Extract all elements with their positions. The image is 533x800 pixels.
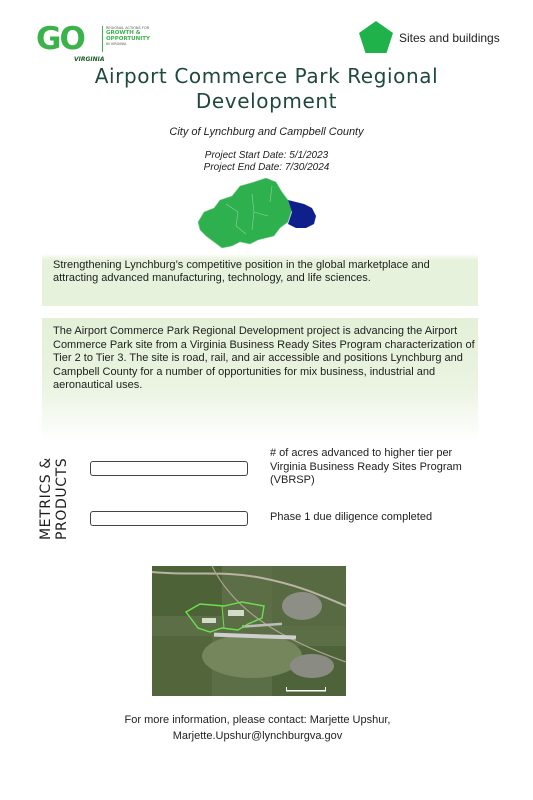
contact-email[interactable]: Marjette.Upshur@lynchburgva.gov — [172, 730, 343, 742]
contact-line: For more information, please contact: Marjette Upshur, — [124, 714, 391, 726]
project-subtitle: City of Lynchburg and Campbell County — [169, 126, 364, 138]
metric-value-box — [90, 511, 248, 526]
project-dates — [0, 150, 533, 174]
metrics-heading: METRICS & PRODUCTS — [38, 457, 70, 540]
metric-value-box — [90, 461, 248, 476]
project-description: The Airport Commerce Park Regional Development project is advancing the Airport Commerce Park site from a Virginia Business Ready Sites Program characterization of Tier 2 to Tier 3. The site is road, rail, and air accessible and positions Lynchburg and Campbell County for a number of opportunities for mix business, industrial and aeronautical uses. — [53, 325, 475, 392]
start-date: Project Start Date: 5/1/2023 — [204, 150, 329, 161]
aerial-site-photo — [152, 566, 346, 696]
go-virginia-logo — [36, 21, 151, 63]
category-label: Sites and buildings — [399, 31, 500, 45]
tagline-text: Strengthening Lynchburg’s competitive position in the global marketplace and attracting advanced manufacturing, technology, and life sciences. — [53, 259, 430, 284]
metric-label: Phase 1 due diligence completed — [270, 511, 433, 523]
logo-divider — [102, 26, 103, 52]
pentagon-icon — [358, 20, 394, 54]
end-date: Project End Date: 7/30/2024 — [203, 162, 330, 173]
logo-tagline: REGIONAL ACTIONS FOR GROWTH & OPPORTUNITY IN VIRGINIA — [106, 26, 151, 46]
logo-virginia-text: VIRGINIA — [74, 56, 105, 63]
region-map — [196, 178, 320, 248]
contact-info — [0, 712, 515, 744]
page-title: Airport Commerce Park Regional Development — [94, 64, 439, 113]
metric-label: # of acres advanced to higher tier per Virginia Business Ready Sites Program (VBRSP) — [270, 447, 462, 486]
logo-go-text: GO — [36, 21, 84, 57]
